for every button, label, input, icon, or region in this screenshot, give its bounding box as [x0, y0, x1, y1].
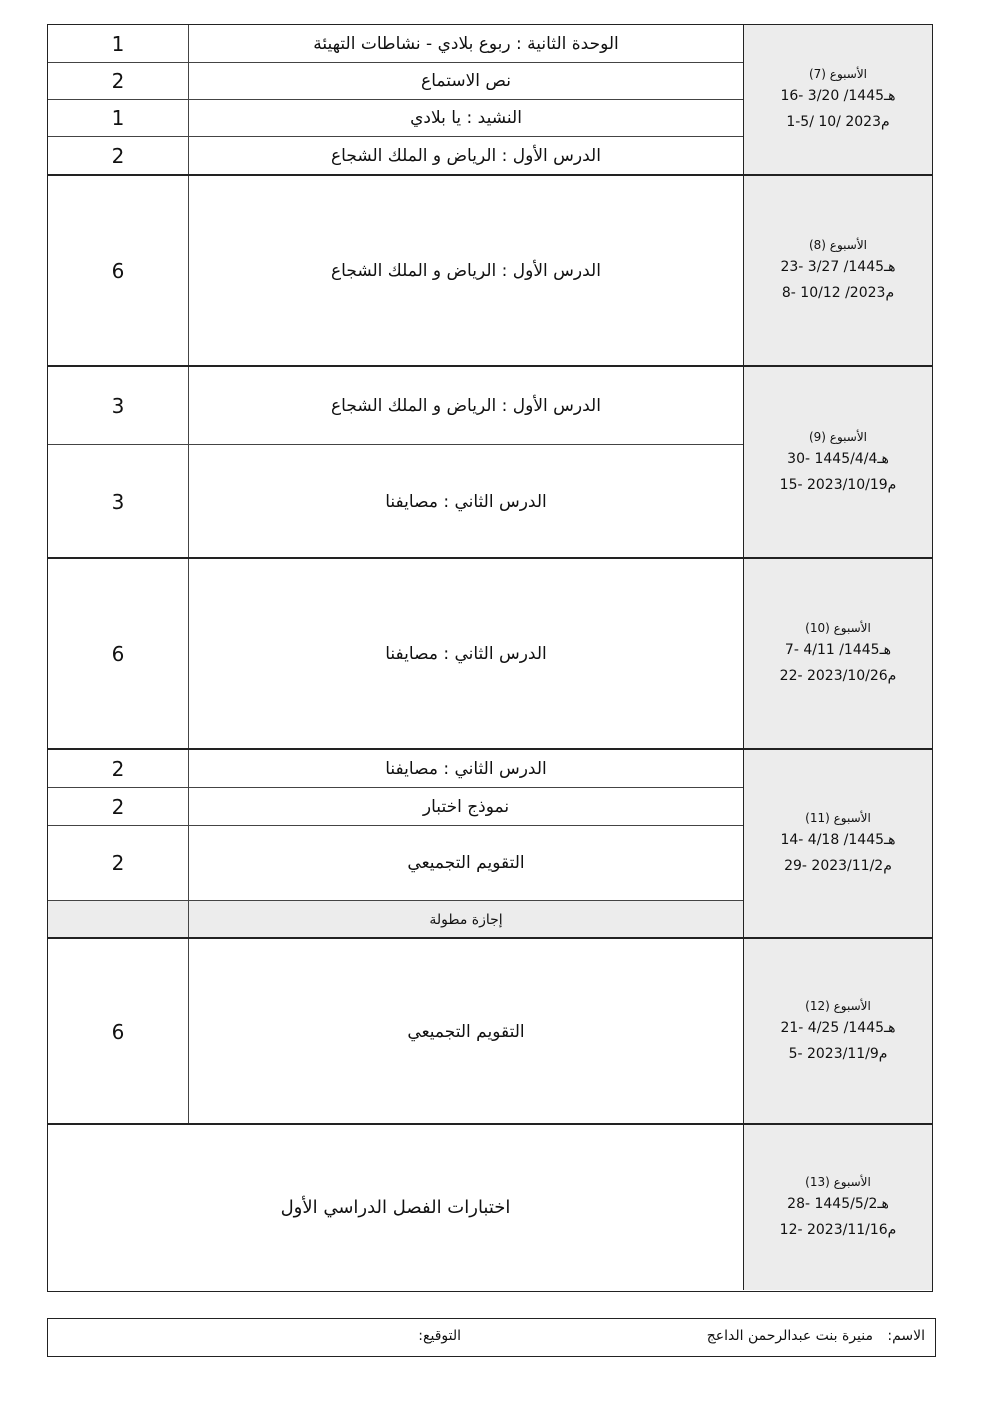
lesson-row: [48, 559, 743, 749]
lesson-count: 1: [48, 25, 189, 62]
gregorian-date: 8- 10/12 /2023م: [781, 285, 895, 301]
week-title: الأسبوع (11): [805, 811, 871, 825]
signature-label: التوقيع:: [418, 1328, 461, 1344]
holiday-row: [48, 901, 743, 938]
lesson-count: 2: [48, 788, 189, 825]
lesson-row: [48, 939, 743, 1124]
lesson-count: 2: [48, 137, 189, 175]
lesson-row: [48, 788, 743, 826]
week-cell: [743, 750, 932, 938]
hijri-date: 23- 3/27 /1445هـ: [780, 259, 896, 275]
hijri-date: 14- 4/18 /1445هـ: [780, 832, 896, 848]
gregorian-date: 12- 2023/11/16م: [779, 1221, 897, 1238]
week-cell: [743, 939, 932, 1124]
weekly-plan-table: [47, 24, 933, 1292]
week-cell: [743, 559, 932, 749]
lesson-count: 2: [48, 750, 189, 787]
hijri-date: 16- 3/20 /1445هـ: [780, 88, 896, 104]
week-cell: [743, 367, 932, 558]
gregorian-date: 22- 2023/10/26م: [779, 668, 897, 684]
hijri-date: 30- 1445/4/4هـ: [787, 450, 889, 467]
lesson-title: نص الاستماع: [421, 71, 511, 91]
lesson-row: [48, 137, 743, 175]
lesson-row: [48, 367, 743, 445]
gregorian-date: 1-5/ 10/ 2023م: [786, 114, 890, 130]
lesson-title: نموذج اختبار: [422, 796, 510, 817]
lesson-count: 6: [48, 559, 189, 749]
hijri-date: 28- 1445/5/2هـ: [787, 1195, 889, 1212]
lesson-count: 6: [48, 176, 189, 366]
week-title: الأسبوع (12): [805, 998, 871, 1013]
hijri-date: 7- 4/11 /1445هـ: [784, 642, 892, 658]
lesson-count: [48, 901, 189, 938]
week-title: الأسبوع (7): [808, 67, 868, 81]
lesson-title: الدرس الأول : الرياض و الملك الشجاع: [331, 261, 601, 281]
gregorian-date: 15- 2023/10/19م: [779, 476, 897, 493]
lesson-title: التقويم التجميعي: [407, 853, 525, 873]
lesson-title: النشيد : يا بلادي: [410, 108, 522, 128]
footer-box: [47, 1318, 936, 1357]
week-title: الأسبوع (13): [805, 1174, 871, 1189]
lesson-title: الدرس الثاني : مصايفنا: [385, 491, 547, 512]
lesson-title: الدرس الأول : الرياض و الملك الشجاع: [331, 146, 601, 166]
lesson-count: 6: [48, 939, 189, 1124]
week-title: الأسبوع (9): [808, 429, 868, 444]
week-cell: [743, 176, 932, 366]
week-cell: [743, 25, 932, 175]
lesson-count: 2: [48, 826, 189, 900]
lesson-count: 2: [48, 63, 189, 99]
lesson-title: الدرس الثاني : مصايفنا: [385, 644, 547, 664]
week-title: الأسبوع (10): [805, 621, 871, 635]
week-cell: [743, 1125, 932, 1290]
holiday-label: إجازة مطولة: [429, 911, 503, 928]
lesson-row: [48, 63, 743, 100]
lesson-row: [48, 445, 743, 558]
lesson-row: [48, 25, 743, 63]
lesson-count: 3: [48, 445, 189, 558]
week-title: الأسبوع (8): [808, 238, 868, 252]
lesson-row: [48, 100, 743, 137]
lesson-title: التقويم التجميعي: [407, 1021, 525, 1042]
lesson-title: الدرس الثاني : مصايفنا: [385, 758, 547, 779]
teacher-name: منيرة بنت عبدالرحمن الداعج: [706, 1328, 873, 1344]
lesson-row: [48, 176, 743, 366]
gregorian-date: 29- 2023/11/2م: [784, 858, 892, 874]
lesson-title: الدرس الأول : الرياض و الملك الشجاع: [331, 395, 601, 416]
exam-cell: اختبارات الفصل الدراسي الأول: [280, 1197, 511, 1218]
hijri-date: 21- 4/25 /1445هـ: [780, 1019, 896, 1036]
lesson-row: [48, 750, 743, 788]
lesson-count: 3: [48, 367, 189, 444]
name-label: الاسم:: [887, 1328, 925, 1344]
gregorian-date: 5- 2023/11/9م: [788, 1045, 888, 1062]
lesson-title: الوحدة الثانية : ربوع بلادي - نشاطات التهيئة: [313, 33, 619, 54]
lesson-row: [48, 826, 743, 901]
lesson-count: 1: [48, 100, 189, 136]
